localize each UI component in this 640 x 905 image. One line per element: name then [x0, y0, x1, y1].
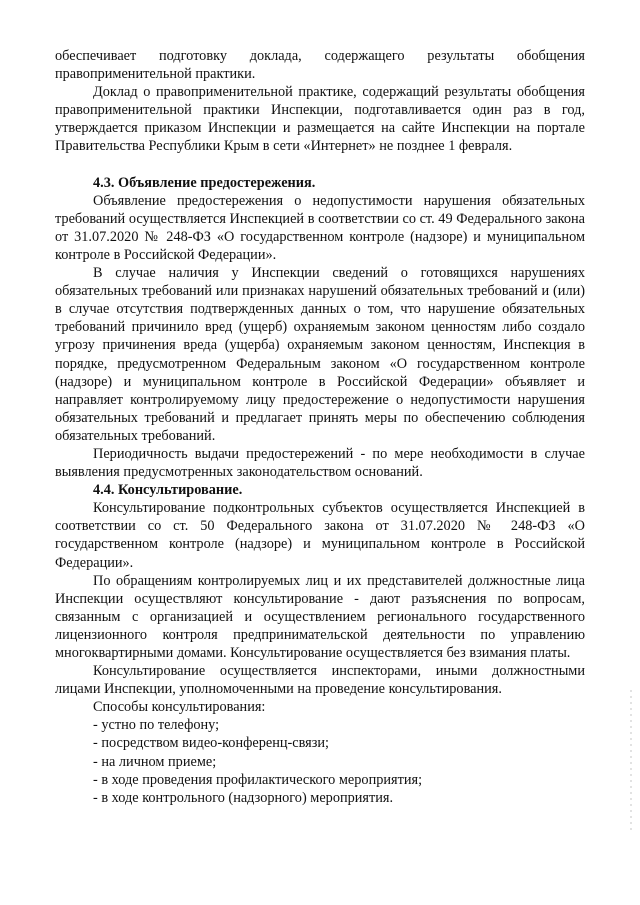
spacer — [55, 156, 585, 174]
list-item: - устно по телефону; — [93, 717, 220, 734]
section-4-3-heading: 4.3. Объявление предостережения. — [93, 174, 316, 191]
section-4-4-paragraph-2: По обращениям контролируемых лиц и их представителей должностные лица Инспекции осуществляют консультирование - дают разъяснения по вопросам, связанным с организацией и осуществлением регионального государственного лицензионного контроля предпринимательской деятельности по управлению многоквартирными домами. Консультирование осуществляется без взимания платы. — [55, 572, 585, 661]
list-item: - на личном приеме; — [93, 753, 217, 770]
section-4-3-paragraph-1: Объявление предостережения о недопустимости нарушения обязательных требований осуществляется Инспекцией в соответствии со ст. 49 Федерального закона от 31.07.2020 № 248-ФЗ «О государственном контроле (надзоре) и муниципальном контроле в Российской Федерации». — [55, 192, 585, 263]
list-item: - посредством видео-конференц-связи; — [93, 735, 330, 752]
list-item: - в ходе проведения профилактического мероприятия; — [93, 771, 423, 788]
section-4-3-paragraph-3: Периодичность выдачи предостережений - по мере необходимости в случае выявления предусмотренных законодательством оснований. — [55, 445, 585, 481]
section-4-4-paragraph-1: Консультирование подконтрольных субъектов осуществляется Инспекцией в соответствии со ст. 50 Федерального закона от 31.07.2020 № 248-ФЗ «О государственном контроле (надзоре) и муниципальном контроле в Российской Федерации». — [55, 500, 585, 571]
scan-artifact — [630, 690, 632, 830]
intro-paragraph-2: Доклад о правоприменительной практике, содержащий результаты обобщения правоприменительной практики Инспекции, подготавливается один раз в год, утверждается приказом Инспекции и размещается на сайте Инспекции на портале Правительства Республики Крым в сети «Интернет» не позднее 1 февраля. — [55, 84, 585, 155]
section-4-3-paragraph-2: В случае наличия у Инспекции сведений о готовящихся нарушениях обязательных требований или признаках нарушений обязательных требований и (или) в случае отсутствия подтвержденных данных о том, что нарушение обязательных требований причинило вред (ущерб) охраняемым законом ценностям либо создало угрозу причинения вреда (ущерба) охраняемым законом ценностям, Инспекция в порядке, предусмотренном Федеральным законом «О государственном контроле (надзоре) и муниципальном контроле в Российской Федерации» объявляет и направляет контролируемому лицу предостережение о недопустимости нарушения обязательных требований и предлагает принять меры по обеспечению соблюдения обязательных требований. — [55, 265, 585, 444]
intro-paragraph-1: обеспечивает подготовку доклада, содержащего результаты обобщения правоприменительной практики. — [55, 48, 585, 83]
list-item: - в ходе контрольного (надзорного) мероприятия. — [93, 789, 394, 806]
methods-intro: Способы консультирования: — [93, 699, 266, 716]
section-4-4-heading: 4.4. Консультирование. — [93, 482, 243, 499]
section-4-4-paragraph-3: Консультирование осуществляется инспекторами, иными должностными лицами Инспекции, уполномоченными на проведение консультирования. — [55, 663, 585, 698]
document-page — [55, 47, 585, 807]
